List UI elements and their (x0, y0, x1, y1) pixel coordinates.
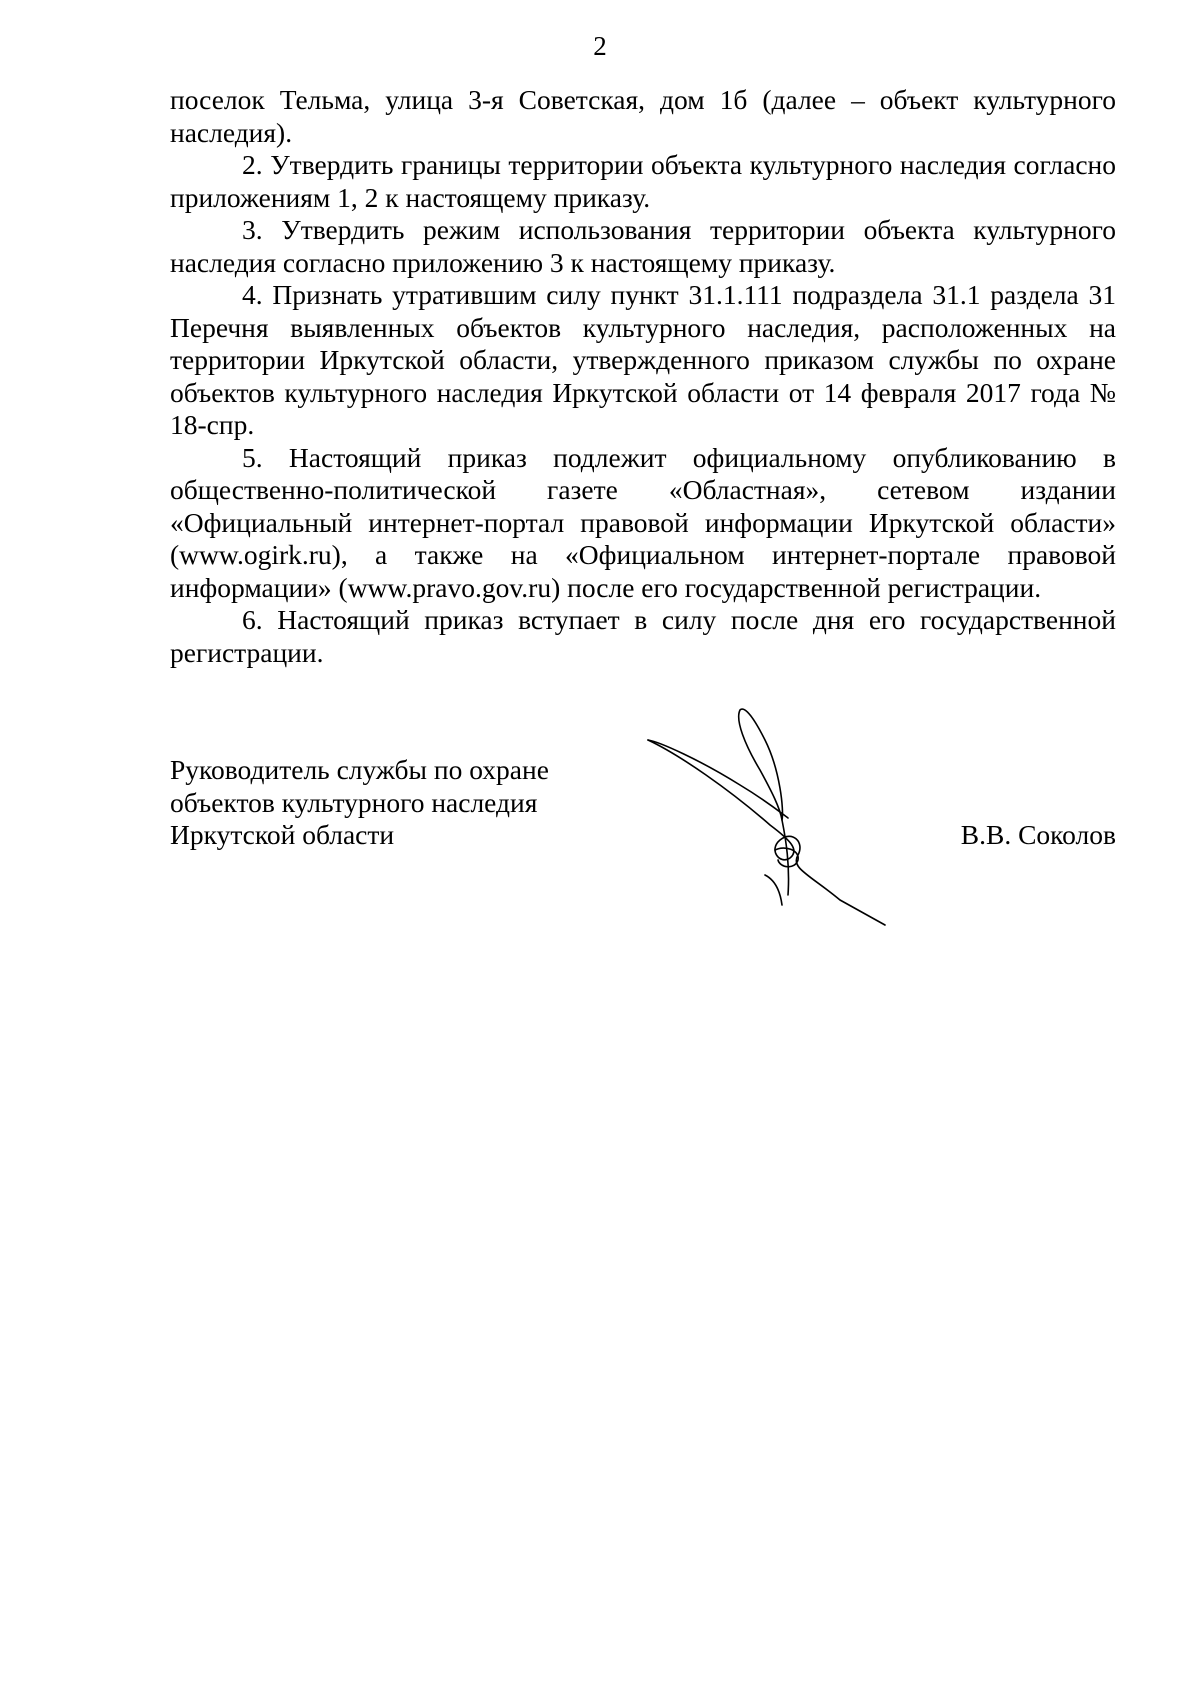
handwritten-signature (640, 700, 900, 930)
signer-position-line: Руководитель службы по охране (170, 754, 549, 785)
page-number: 2 (593, 31, 607, 61)
paragraph-4: 4. Признать утратившим силу пункт 31.1.111 подраздела 31.1 раздела 31 Перечня выявленных объектов культурного наследия, расположенных на территории Иркутской области, утвержденного приказом службы по охране объектов культурного наследия Иркутской области от 14 февраля 2017 года № 18-спр. (170, 279, 1116, 440)
signer-position-line: объектов культурного наследия (170, 786, 538, 818)
document-body (170, 84, 1116, 669)
paragraph-6: 6. Настоящий приказ вступает в силу после дня его государственной регистрации. (170, 604, 1116, 668)
paragraph-5: 5. Настоящий приказ подлежит официальному опубликованию в общественно-политической газете «Областная», сетевом издании «Официальный интернет-портал правовой информации Иркутской области» (www.ogirk.ru), а также на «Официальном интернет-портале правовой информации» (www.pravo.gov.ru) после его государственной регистрации. (170, 441, 1116, 603)
signer-name: В.В. Соколов (960, 819, 1116, 850)
signer-position (170, 754, 549, 852)
paragraph-3: 3. Утвердить режим использования территории объекта культурного наследия согласно приложению 3 к настоящему приказу. (170, 214, 1116, 278)
signer-position-line: Иркутской области (170, 819, 395, 850)
paragraph-2: 2. Утвердить границы территории объекта культурного наследия согласно приложениям 1, 2 к настоящему приказу. (170, 149, 1116, 213)
paragraph-1-continuation: поселок Тельма, улица 3-я Советская, дом 1б (далее – объект культурного наследия). (170, 84, 1116, 148)
